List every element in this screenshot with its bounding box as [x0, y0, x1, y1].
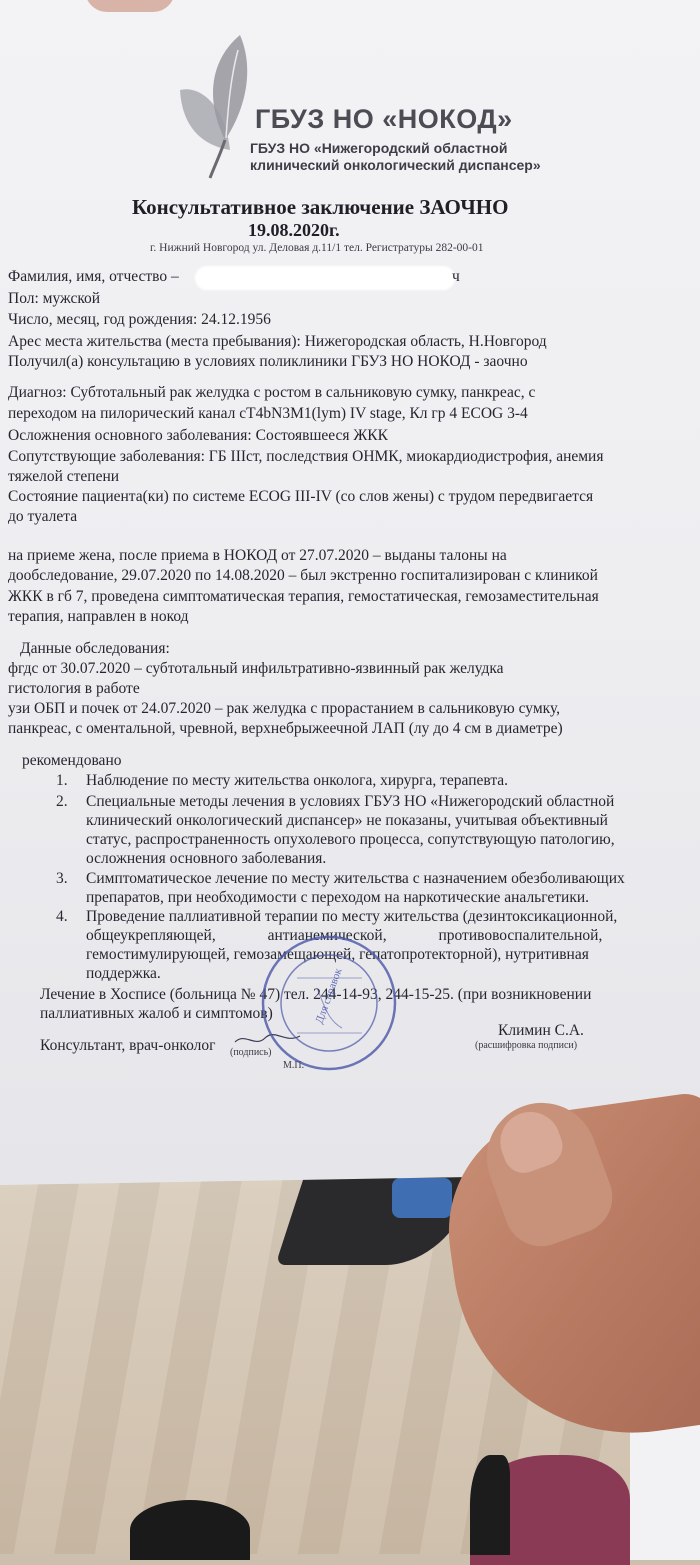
diagnosis-line: Диагноз: Субтотальный рак желудка с ростом в сальниковую сумку, панкреас, с	[8, 384, 536, 401]
consultant-label: Консультант, врач-онколог	[40, 1037, 216, 1054]
logo-title: ГБУЗ НО «НОКОД»	[255, 104, 513, 134]
exam-line: панкреас, с оментальной, чревной, верхнебрыжеечной ЛАП (лу до 4 см в диаметре)	[8, 720, 563, 737]
comorbidities: Сопутствующие заболевания: ГБ IIIст, последствия ОНМК, миокардиодистрофия, анемия	[8, 448, 604, 465]
history-line: терапия, направлен в нокод	[8, 608, 189, 625]
list-item: статус, распространенность опухолевого процесса, сопутствующую патологию,	[86, 831, 615, 848]
list-item-number: 3.	[56, 870, 68, 887]
left-foot	[130, 1500, 250, 1560]
exam-line: фгдс от 30.07.2020 – субтотальный инфильтративно-язвинный рак желудка	[8, 660, 504, 677]
hospice-info: Лечение в Хосписе (больница № 47) тел. 244-14-93, 244-15-25. (при возникновении	[40, 986, 592, 1003]
patient-name-tail: ч	[452, 268, 460, 285]
exam-heading: Данные обследования:	[20, 640, 170, 657]
redaction-mark	[195, 266, 455, 290]
document-title: Консультативное заключение ЗАОЧНО	[132, 195, 509, 219]
signature-decode-caption: (расшифровка подписи)	[475, 1040, 578, 1051]
complications: Осложнения основного заболевания: Состоявшееся ЖКК	[8, 427, 388, 444]
signature-caption: (подпись)	[230, 1047, 272, 1058]
list-item-number: 1.	[56, 772, 68, 789]
list-item-number: 4.	[56, 908, 68, 925]
patient-residence: Арес места жительства (места пребывания): Нижегородская область, Н.Новгород	[8, 333, 547, 350]
ecog-status: до туалета	[8, 508, 78, 525]
stamp-place-caption: М.П.	[283, 1060, 305, 1071]
list-item: поддержка.	[86, 965, 161, 982]
logo-subtitle-line: клинический онкологический диспансер»	[250, 157, 541, 173]
clinic-address: г. Нижний Новгород ул. Деловая д.11/1 тел. Регистратуры 282-00-01	[150, 242, 484, 254]
document-date: 19.08.2020г.	[248, 220, 340, 240]
diagnosis-line: переходом на пилорический канал cT4bN3M1(lym) IV stage, Кл гр 4 ECOG 3-4	[8, 405, 528, 422]
history-line: ЖКК в гб 7, проведена симптоматическая терапия, гемостатическая, гемозаместительная	[8, 588, 599, 605]
logo-subtitle-line: ГБУЗ НО «Нижегородский областной	[250, 140, 508, 156]
stamp-text: Для справок	[313, 966, 345, 1026]
consultation-type: Получил(а) консультацию в условиях поликлиники ГБУЗ НО НОКОД - заочно	[8, 353, 528, 370]
list-item: Проведение паллиативной терапии по месту жительства (дезинтоксикационной,	[86, 908, 618, 925]
list-item: гемостимулирующей, гемозамещающей, гепатопротекторной), нутритивная	[86, 946, 589, 963]
list-item: Симптоматическое лечение по месту жительства с назначением обезболивающих	[86, 870, 625, 887]
patient-birthdate: Число, месяц, год рождения: 24.12.1956	[8, 311, 271, 328]
history-line: на приеме жена, после приема в НОКОД от 27.07.2020 – выданы талоны на	[8, 547, 507, 564]
doctor-name: Климин С.А.	[498, 1022, 584, 1039]
list-item-number: 2.	[56, 793, 68, 810]
exam-line: узи ОБП и почек от 24.07.2020 – рак желудка с прорастанием в сальниковую сумку,	[8, 700, 561, 717]
recommendations-heading: рекомендовано	[22, 752, 122, 769]
comorbidities: тяжелой степени	[8, 468, 120, 485]
logo-subtitle	[250, 140, 541, 174]
list-item: общеукрепляющей, антианемической, противовоспалительной,	[86, 927, 603, 944]
list-item: клинический онкологический диспансер» не показаны, учитывая объективный	[86, 812, 608, 829]
ecog-status: Состояние пациента(ки) по системе ECOG III-IV (со слов жены) с трудом передвигается	[8, 488, 594, 505]
list-item: осложнения основного заболевания.	[86, 850, 327, 867]
hospice-info: паллиативных жалоб и симптомов)	[40, 1005, 273, 1022]
list-item: Наблюдение по месту жительства онколога, хирурга, терапевта.	[86, 772, 509, 789]
patient-name-label: Фамилия, имя, отчество –	[8, 268, 179, 285]
history-line: дообследование, 29.07.2020 по 14.08.2020 – был экстренно госпитализирован с клиникой	[8, 567, 598, 584]
list-item: препаратов, при необходимости с переходом на наркотические анальгетики.	[86, 889, 590, 906]
sandal-strap	[470, 1455, 510, 1555]
exam-line: гистология в работе	[8, 680, 140, 697]
list-item: Специальные методы лечения в условиях ГБУЗ НО «Нижегородский областной	[86, 793, 615, 810]
patient-sex: Пол: мужской	[8, 290, 101, 307]
